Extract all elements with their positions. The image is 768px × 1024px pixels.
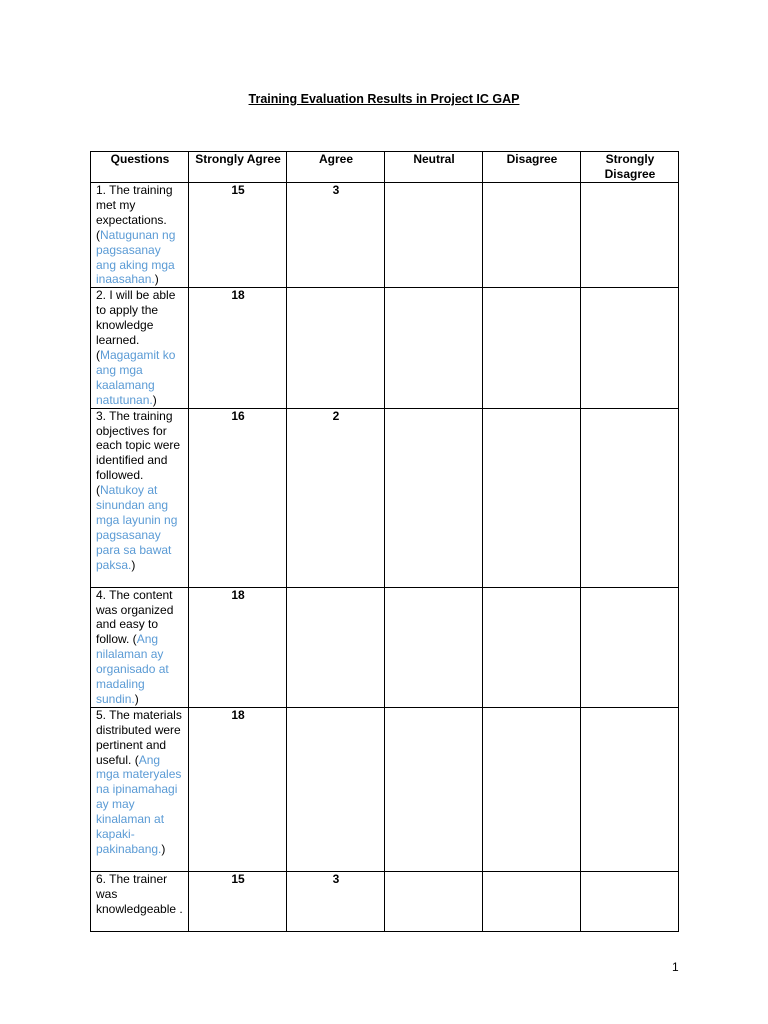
strongly-disagree-count [581, 288, 679, 408]
question-cell [91, 288, 189, 408]
document-title: Training Evaluation Results in Project IC GAP [248, 92, 520, 106]
disagree-count [483, 707, 581, 871]
question-cell [91, 408, 189, 587]
agree-count: 3 [287, 183, 385, 288]
question-close: ) [131, 557, 136, 572]
table-header-row [91, 152, 679, 183]
question-close: ) [134, 691, 139, 706]
question-cell [91, 587, 189, 707]
question-cell [91, 707, 189, 871]
question-cell [91, 183, 189, 288]
header-questions: Questions [91, 152, 189, 183]
question-translation: Ang nilalaman ay organisado at madaling sundin. [96, 632, 169, 706]
table-row [91, 587, 679, 707]
question-text: 5. The materials distributed were pertinent and useful. ( [96, 707, 182, 767]
question-translation: Ang mga materyales na ipinamahagi ay may kinalaman at kapaki-pakinabang. [96, 752, 182, 856]
neutral-count [385, 408, 483, 587]
agree-count [287, 587, 385, 707]
question-text: 6. The trainer was knowledgeable . [96, 871, 183, 916]
disagree-count [483, 183, 581, 288]
page-number: 1 [672, 960, 679, 974]
header-neutral: Neutral [385, 152, 483, 183]
question-cell [91, 871, 189, 931]
strongly-disagree-count [581, 183, 679, 288]
agree-count [287, 707, 385, 871]
strongly-agree-count: 18 [189, 707, 287, 871]
question-text: 1. The training met my expectations.( [96, 183, 173, 242]
question-close: ) [154, 272, 159, 287]
header-strongly-agree: Strongly Agree [189, 152, 287, 183]
strongly-agree-count: 18 [189, 288, 287, 408]
neutral-count [385, 183, 483, 288]
strongly-agree-count: 15 [189, 183, 287, 288]
question-translation: Natugunan ng pagsasanay ang aking mga inaasahan. [96, 227, 176, 287]
disagree-count [483, 408, 581, 587]
neutral-count [385, 288, 483, 408]
strongly-disagree-count [581, 707, 679, 871]
strongly-agree-count: 16 [189, 408, 287, 587]
neutral-count [385, 587, 483, 707]
header-disagree: Disagree [483, 152, 581, 183]
question-close: ) [161, 842, 166, 856]
disagree-count [483, 587, 581, 707]
table-row [91, 288, 679, 408]
question-close: ) [152, 392, 157, 407]
table-row [91, 707, 679, 871]
header-agree: Agree [287, 152, 385, 183]
question-text: 2. I will be able to apply the knowledge learned. ( [96, 288, 176, 362]
question-text: 4. The content was organized and easy to follow. ( [96, 587, 174, 647]
strongly-disagree-count [581, 408, 679, 587]
header-strongly-disagree: Strongly Disagree [581, 152, 679, 183]
neutral-count [385, 707, 483, 871]
neutral-count [385, 871, 483, 931]
table-row [91, 183, 679, 288]
strongly-disagree-count [581, 587, 679, 707]
table-row [91, 408, 679, 587]
evaluation-table [90, 151, 679, 932]
agree-count: 2 [287, 408, 385, 587]
strongly-agree-count: 18 [189, 587, 287, 707]
disagree-count [483, 288, 581, 408]
question-text: 3. The training objectives for each topic were identified and followed. ( [96, 408, 181, 498]
strongly-agree-count: 15 [189, 871, 287, 931]
question-translation: Natukoy at sinundan ang mga layunin ng pagsasanay para sa bawat paksa. [96, 483, 178, 572]
disagree-count [483, 871, 581, 931]
agree-count: 3 [287, 871, 385, 931]
agree-count [287, 288, 385, 408]
question-translation: Magagamit ko ang mga kaalamang natutunan. [96, 347, 176, 407]
strongly-disagree-count [581, 871, 679, 931]
table-row [91, 871, 679, 931]
